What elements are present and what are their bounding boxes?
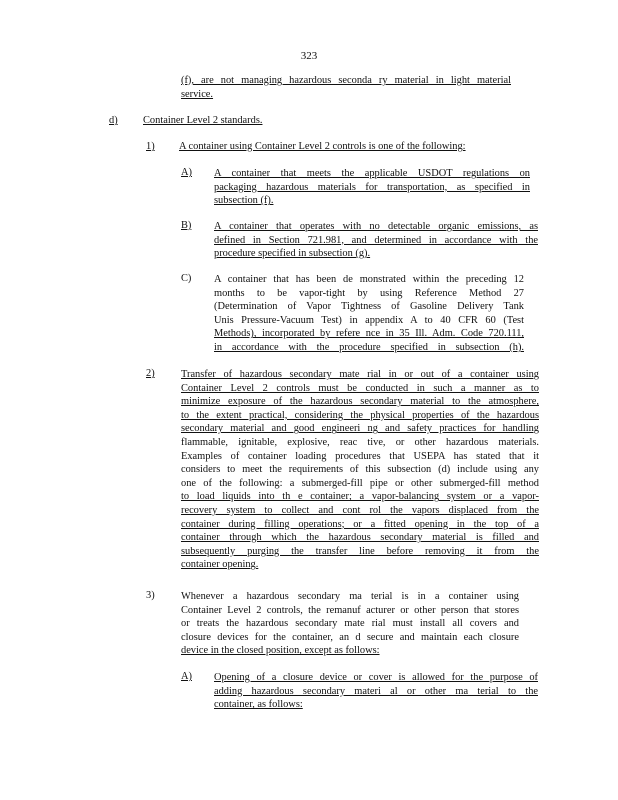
item-1A-line: subsection (f). (214, 195, 274, 207)
item-3-line: device in the closed position, except as follows: (181, 645, 380, 657)
item-1C-line: in accordance with the procedure specified in subsection (h). (214, 341, 524, 353)
item-3A-line: adding hazardous secondary materi al or other ma terial to the (214, 685, 538, 697)
item-2-line: flammable, ignitable, explosive, reac tive, or other hazardous materials. (181, 436, 539, 448)
item-3A-line: Opening of a closure device or cover is allowed for the purpose of (214, 672, 538, 683)
section-d-label: d) (109, 115, 118, 126)
item-3A-line: container, as follows: (214, 699, 303, 711)
item-2-line: one of the following: a submerged-fill pipe or other submerged-fill method (181, 477, 539, 489)
item-2-line: to load liquids into th e container; a vapor-balancing system or a vapor- (181, 491, 539, 503)
item-2-line: to the extent practical, considering the physical properties of the hazardous (181, 409, 539, 421)
item-1A-label: A) (181, 167, 192, 178)
item-3-line: Whenever a hazardous secondary ma terial is in a container using (181, 591, 519, 602)
item-2-line: recovery system to collect and cont rol the vapors displaced from the (181, 504, 539, 516)
item-2-line: subsequently purging the transfer line before removing it from the (181, 545, 539, 557)
item-1A-line: A container that meets the applicable USDOT regulations on (214, 168, 530, 179)
section-d-heading: Container Level 2 standards. (143, 115, 263, 126)
item-1C-line: months to be vapor-tight by using Reference Method 27 (214, 287, 524, 299)
item-1C-line: Unis Pressure-Vacuum Test) in appendix A to 40 CFR 60 (Test (214, 314, 524, 326)
item-2-paragraph (181, 368, 539, 572)
item-3-line: Container Level 2 controls, the remanuf acturer or other person that stores (181, 604, 519, 616)
item-2-line: Transfer of hazardous secondary mate rial in or out of a container using (181, 369, 539, 380)
item-2-line: Container Level 2 controls must be conducted in such a manner as to (181, 382, 539, 394)
item-1A-paragraph (214, 167, 530, 208)
item-2-line: container through which the hazardous secondary material is filled and (181, 532, 539, 544)
item-1C-line: Methods), incorporated by refere nce in 35 Ill. Adm. Code 720.111, (214, 328, 524, 340)
item-1C-paragraph (214, 273, 524, 355)
item-3-label: 3) (146, 590, 155, 601)
item-2-line: minimize exposure of the hazardous secondary material to the atmosphere, (181, 396, 539, 408)
item-3-line: or treats the hazardous secondary mate rial must install all covers and (181, 618, 519, 630)
item-1B-line: A container that operates with no detectable organic emissions, as (214, 221, 538, 232)
item-1-text: A container using Container Level 2 controls is one of the following: (179, 141, 466, 152)
item-1-label: 1) (146, 141, 155, 152)
item-2-line: considers to meet the requirements of this subsection (d) include using any (181, 464, 539, 476)
item-1B-line: procedure specified in subsection (g). (214, 248, 371, 260)
item-3-paragraph (181, 590, 519, 658)
item-3-line: closure devices for the container, an d secure and maintain each closure (181, 631, 519, 643)
intro-line: service. (181, 88, 214, 100)
item-1C-label: C) (181, 273, 192, 284)
item-2-label: 2) (146, 368, 155, 379)
item-1C-line: A container that has been de monstrated within the preceding 12 (214, 274, 524, 285)
item-2-line: container during filling operations; or a fitted opening in the top of a (181, 518, 539, 530)
item-1B-label: B) (181, 220, 192, 231)
item-2-line: Examples of container loading procedures that USEPA has stated that it (181, 450, 539, 462)
item-3A-label: A) (181, 671, 192, 682)
page-number: 323 (300, 50, 318, 62)
item-1A-line: packaging hazardous materials for transportation, as specified in (214, 181, 530, 193)
item-1C-line: (Determination of Vapor Tightness of Gasoline Delivery Tank (214, 301, 524, 313)
item-1B-paragraph (214, 220, 538, 261)
item-1B-line: defined in Section 721.981, and determined in accordance with the (214, 234, 538, 246)
item-3A-paragraph (214, 671, 538, 712)
intro-paragraph (181, 74, 511, 101)
intro-line: (f), are not managing hazardous seconda ry material in light material (181, 75, 511, 86)
item-2-line: container opening. (181, 559, 259, 571)
item-2-line: secondary material and good engineeri ng and safety practices for handling (181, 423, 539, 435)
